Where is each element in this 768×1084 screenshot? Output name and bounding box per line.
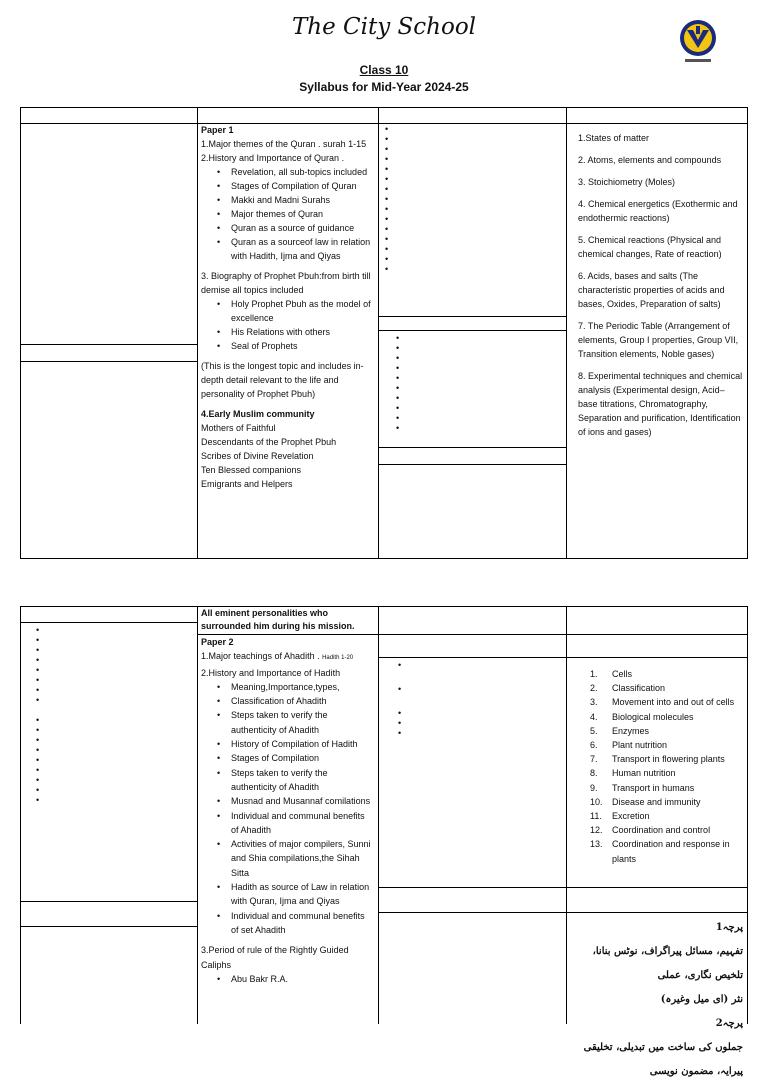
list-item: • Stages of Compilation of Quran — [231, 179, 374, 193]
paper1-topic4-line: Emigrants and Helpers — [201, 479, 293, 489]
list-item: 2. Atoms, elements and compounds — [578, 155, 722, 165]
urdu-paper2-topics: جملوں کی ساخت میں تبدیلی، تخلیقی پیرایہ، مضمون نویسی — [583, 1042, 743, 1077]
paper1-topic4-line: Mothers of Faithful — [201, 423, 276, 433]
paper2-topic2: 2.History and Importance of Hadith — [201, 667, 341, 678]
class-label: Class 10 — [359, 63, 409, 77]
empty-bullet-list: • • • • • • • • • • • • • • • • • — [36, 625, 40, 805]
list-item: • Revelation, all sub-topics included — [231, 165, 374, 179]
paper1-note: (This is the longest topic and includes in-depth detail relevant to the life and personality of Prophet Pbuh) — [201, 361, 364, 399]
urdu-cell — [572, 916, 743, 1084]
list-item: 5. Chemical reactions (Physical and chemical changes, Rate of reaction) — [578, 235, 722, 259]
list-item: 6. Acids, bases and salts (The characteristic properties of acids and bases, Oxides, Preparation of salts) — [578, 271, 725, 309]
list-item: • Steps taken to verify the authenticity of Ahadith — [231, 766, 374, 795]
list-item: • Abu Bakr R.A. — [231, 972, 374, 986]
list-item: Enzymes — [612, 725, 650, 736]
list-item: Transport in flowering plants — [612, 754, 725, 765]
paper1-topic2-list — [201, 165, 374, 263]
paper1-topic4-line: Descendants of the Prophet Pbuh — [201, 437, 337, 447]
list-item: Coordination and control — [612, 825, 711, 836]
paper1-topic2: 2.History and Importance of Quran . — [201, 153, 345, 163]
list-item: Movement into and out of cells — [612, 697, 735, 708]
list-item: Cells — [612, 669, 633, 679]
list-item: • Individual and communal benefits of set Ahadith — [231, 909, 374, 938]
list-item: Disease and immunity — [612, 796, 701, 807]
list-item: • Quran as a source of guidance — [231, 221, 374, 235]
list-item: • Holy Prophet Pbuh as the model of excellence — [231, 297, 374, 325]
list-item: 1.States of matter — [578, 133, 650, 143]
empty-bullet-list: • • • • • • • • • • • • • • • — [385, 124, 389, 274]
list-item: Transport in humans — [612, 782, 695, 793]
list-item: • His Relations with others — [231, 325, 374, 339]
list-item: Classification — [612, 683, 666, 694]
paper1-topic4-line: Scribes of Divine Revelation — [201, 451, 314, 461]
list-item: • Meaning,Importance,types, — [231, 680, 374, 694]
list-item: • Major themes of Quran — [231, 207, 374, 221]
list-item: Biological molecules — [612, 711, 694, 722]
urdu-paper2-heading: پرچہ2 — [715, 1018, 743, 1029]
list-item: 7. The Periodic Table (Arrangement of elements, Group I properties, Group VII, Transition elements, Noble gases) — [578, 321, 739, 359]
paper1-topic1: 1.Major themes of the Quran . surah 1-15 — [201, 139, 367, 149]
islamiat-paper1-cell — [201, 123, 374, 491]
paper1-topic3: 3. Biography of Prophet Pbuh:from birth till demise all topics included — [201, 271, 371, 295]
paper1-topic3-list — [201, 297, 374, 353]
list-item: • Seal of Prophets — [231, 339, 374, 353]
school-crest-logo — [677, 18, 719, 66]
list-item: Human nutrition — [612, 768, 676, 779]
list-item: • Activities of major compilers, Sunni and Shia compilations,the Sihah Sitta — [231, 837, 374, 880]
hadith-range-note: Hadith 1-20 — [322, 655, 354, 662]
list-item: • Classification of Ahadith — [231, 694, 374, 708]
school-title: The City School — [291, 14, 477, 40]
urdu-paper1-heading: پرچہ1 — [715, 922, 743, 933]
list-item: Coordination and response in plants — [612, 839, 730, 864]
islamiat-paper2-cell — [201, 635, 374, 986]
list-item: • Makki and Madni Surahs — [231, 193, 374, 207]
paper2-topic3-list — [201, 972, 374, 986]
list-item: Excretion — [612, 811, 650, 822]
paper2-heading: Paper 2 — [201, 637, 234, 647]
urdu-paper1-topics: تفہیم، مسائل پیراگراف، نوٹس بنانا، تلخیص نگاری، عملی — [592, 946, 743, 981]
paper1-topic4: 4.Early Muslim community — [201, 409, 315, 419]
paper2-topic1: 1.Major teachings of Ahadith . Hadith 1-20 — [201, 651, 354, 662]
syllabus-title: Syllabus for Mid-Year 2024-25 — [299, 80, 469, 94]
list-item: • History of Compilation of Hadith — [231, 737, 374, 751]
list-item: 4. Chemical energetics (Exothermic and endothermic reactions) — [578, 199, 738, 223]
biology-list — [566, 667, 744, 866]
paper1-heading: Paper 1 — [201, 125, 234, 135]
list-item: • Quran as a sourceof law in relation with Hadith, Ijma and Qiyas — [231, 235, 374, 263]
chemistry-cell — [578, 131, 743, 439]
islamiat-continued: All eminent personalities who surrounded him during his mission. — [201, 608, 355, 631]
paper2-topic3: 3.Period of rule of the Rightly Guided Caliphs — [201, 945, 349, 970]
paper2-topic2-list — [201, 680, 374, 937]
list-item: 3. Stoichiometry (Moles) — [578, 177, 676, 187]
list-item: • Stages of Compilation — [231, 751, 374, 765]
biology-cell — [566, 667, 744, 866]
list-item: • Individual and communal benefits of Ahadith — [231, 809, 374, 838]
empty-bullet-list: • • • • • — [398, 660, 402, 738]
list-item: • Steps taken to verify the authenticity of Ahadith — [231, 708, 374, 737]
empty-bullet-list: • • • • • • • • • • — [396, 333, 400, 433]
list-item: Plant nutrition — [612, 740, 668, 751]
list-item: • Hadith as source of Law in relation with Quran, Ijma and Qiyas — [231, 880, 374, 909]
list-item: • Musnad and Musannaf comilations — [231, 794, 374, 808]
urdu-paper1-topics-cont: نثر (ای میل وغیرہ) — [660, 994, 743, 1005]
paper1-topic4-line: Ten Blessed companions — [201, 465, 302, 475]
list-item: 8. Experimental techniques and chemical analysis (Experimental design, Acid–base titrations, Chromatography, Separation and purification, Identification of ions and gases) — [578, 371, 743, 437]
